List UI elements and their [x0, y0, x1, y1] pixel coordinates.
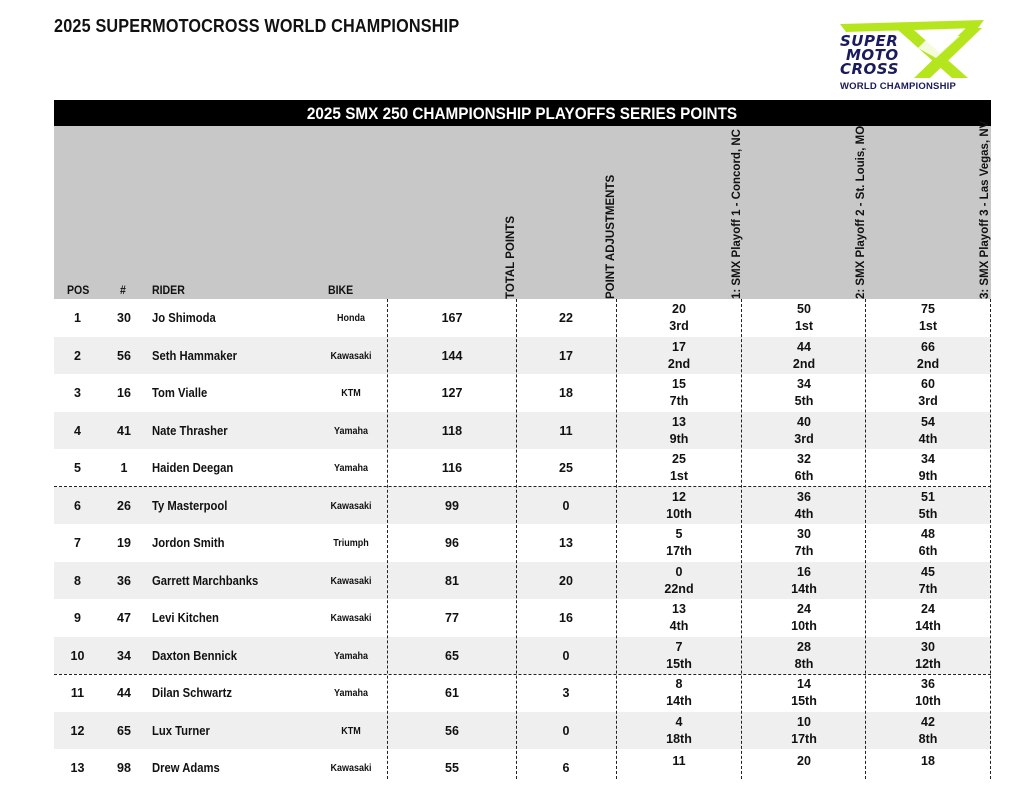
playoff-finish: 1st	[794, 319, 814, 333]
cell-bike: Kawasaki	[330, 500, 372, 512]
cell-playoff-3	[866, 339, 990, 373]
header-playoff-3: 3: SMX Playoff 3 - Las Vegas, NV	[979, 120, 991, 299]
cell-playoff-2	[742, 676, 866, 710]
table-title: 2025 SMX 250 CHAMPIONSHIP PLAYOFFS SERIES POINTS	[54, 100, 991, 126]
playoff-points: 60	[921, 377, 935, 391]
cell-playoff-2	[742, 526, 866, 560]
playoff-points: 66	[921, 339, 935, 354]
playoff-finish: 14th	[791, 581, 817, 596]
playoff-points: 4	[675, 714, 683, 729]
cell-playoff-2	[742, 301, 866, 335]
cell-position: 6	[74, 498, 81, 513]
cell-rider: Daxton Bennick	[152, 648, 238, 663]
playoff-finish: 6th	[918, 544, 938, 558]
playoff-finish: 7th	[669, 394, 689, 408]
cell-position: 7	[74, 536, 81, 550]
playoff-finish: 2nd	[792, 356, 816, 371]
cell-playoff-1	[617, 601, 741, 635]
table-header	[54, 120, 991, 299]
cell-rider: Drew Adams	[152, 761, 220, 775]
cell-position: 10	[70, 648, 85, 663]
cell-playoff-2	[742, 339, 866, 373]
cell-total-points: 116	[441, 461, 463, 475]
header-rider: RIDER	[152, 283, 185, 297]
cell-number: 65	[117, 723, 131, 738]
playoff-points: 25	[672, 452, 686, 466]
cell-rider: Dilan Schwartz	[152, 686, 233, 700]
cell-number: 98	[117, 761, 131, 775]
header-bike: BIKE	[328, 283, 354, 297]
cell-bike: Kawasaki	[330, 575, 372, 587]
playoff-finish: 5th	[794, 394, 814, 408]
table-row	[54, 487, 991, 525]
cell-bike: KTM	[341, 725, 361, 737]
playoff-points: 24	[921, 602, 935, 616]
cell-bike: Kawasaki	[330, 613, 372, 624]
playoff-points: 30	[921, 639, 935, 654]
cell-point-adjustment: 18	[559, 386, 573, 400]
playoff-finish: 10th	[791, 619, 817, 633]
cell-playoff-1	[617, 301, 741, 335]
cell-playoff-3	[866, 489, 990, 523]
playoff-finish: 7th	[918, 581, 938, 596]
cell-playoff-2	[742, 639, 866, 673]
playoff-finish: 9th	[918, 469, 938, 483]
playoff-points: 10	[797, 714, 811, 729]
playoff-points: 32	[797, 452, 811, 466]
cell-playoff-1	[617, 376, 741, 410]
cell-position: 11	[70, 686, 85, 700]
playoff-finish: 7th	[794, 544, 814, 558]
cell-position: 12	[70, 723, 85, 738]
cell-bike: Triumph	[333, 538, 369, 549]
column-divider	[741, 299, 742, 779]
playoff-finish: 6th	[794, 469, 814, 483]
playoff-points: 42	[921, 714, 935, 729]
cell-playoff-2	[742, 601, 866, 635]
playoff-finish: 1st	[669, 469, 689, 483]
cell-total-points: 118	[441, 423, 463, 438]
playoff-points: 34	[797, 377, 811, 391]
playoff-points: 15	[672, 377, 686, 391]
cell-point-adjustment: 11	[559, 423, 573, 438]
table-row	[54, 599, 991, 637]
cell-point-adjustment: 17	[559, 348, 573, 363]
cell-playoff-2	[742, 753, 866, 770]
page-title: 2025 SUPERMOTOCROSS WORLD CHAMPIONSHIP	[54, 16, 460, 36]
group-divider	[54, 674, 991, 675]
playoff-points: 17	[672, 339, 686, 354]
playoff-points: 16	[797, 564, 811, 579]
playoff-points: 75	[921, 302, 935, 316]
cell-playoff-3	[866, 753, 990, 770]
cell-number: 36	[117, 573, 131, 588]
column-divider	[990, 299, 991, 779]
playoff-points: 48	[921, 527, 935, 541]
cell-point-adjustment: 13	[559, 536, 573, 550]
table-row	[54, 374, 991, 412]
cell-number: 26	[117, 498, 131, 513]
table-row	[54, 562, 991, 600]
playoff-finish: 3rd	[918, 394, 938, 408]
playoff-finish: 22nd	[664, 581, 694, 596]
playoff-points: 13	[672, 602, 686, 616]
playoff-points: 20	[672, 302, 686, 316]
cell-position: 5	[74, 461, 81, 475]
cell-playoff-3	[866, 714, 990, 748]
table-row	[54, 449, 991, 487]
playoff-finish: 15th	[666, 656, 692, 671]
playoff-finish: 14th	[666, 694, 692, 708]
playoff-finish: 17th	[666, 544, 692, 558]
cell-bike: Yamaha	[333, 463, 369, 474]
table-row	[54, 637, 991, 675]
cell-point-adjustment: 16	[559, 611, 573, 625]
cell-playoff-1	[617, 676, 741, 710]
cell-point-adjustment: 0	[562, 723, 570, 738]
playoff-finish: 3rd	[794, 431, 814, 446]
cell-total-points: 144	[441, 348, 463, 363]
playoff-points: 40	[797, 414, 811, 429]
logo-word-moto: MOTO	[846, 46, 899, 64]
cell-playoff-1	[617, 451, 741, 485]
logo-word-cross: CROSS	[840, 60, 899, 78]
playoff-finish: 5th	[918, 506, 938, 521]
cell-total-points: 61	[445, 686, 459, 700]
playoff-finish: 1st	[918, 319, 938, 333]
playoff-finish: 14th	[915, 619, 941, 633]
cell-rider: Jordon Smith	[152, 536, 225, 550]
cell-total-points: 81	[445, 573, 459, 588]
column-divider	[387, 299, 388, 779]
cell-point-adjustment: 25	[559, 461, 573, 475]
playoff-points: 45	[921, 564, 935, 579]
cell-number: 34	[117, 648, 131, 663]
cell-playoff-1	[617, 753, 741, 770]
playoff-finish: 10th	[915, 694, 941, 708]
header-number: #	[120, 283, 126, 297]
cell-bike: KTM	[341, 388, 361, 399]
cell-number: 56	[117, 348, 131, 363]
playoff-finish: 3rd	[669, 319, 689, 333]
cell-point-adjustment: 6	[562, 761, 570, 775]
cell-point-adjustment: 0	[562, 498, 570, 513]
cell-playoff-1	[617, 339, 741, 373]
header-pos: POS	[67, 283, 90, 297]
playoff-finish: 2nd	[916, 356, 940, 371]
smx-logo	[836, 18, 986, 98]
column-divider	[865, 299, 866, 779]
cell-number: 30	[117, 311, 131, 325]
cell-playoff-3	[866, 639, 990, 673]
cell-point-adjustment: 3	[562, 686, 570, 700]
playoff-points: 44	[797, 339, 811, 354]
cell-bike: Kawasaki	[330, 763, 372, 774]
cell-total-points: 167	[441, 311, 463, 325]
cell-playoff-3	[866, 564, 990, 598]
playoff-finish: 8th	[918, 731, 938, 746]
cell-playoff-1	[617, 489, 741, 523]
standings-table	[54, 100, 991, 775]
cell-total-points: 56	[445, 723, 459, 738]
playoff-points: 7	[675, 639, 683, 654]
playoff-finish: 12th	[915, 656, 941, 671]
cell-position: 4	[74, 423, 81, 438]
cell-rider: Ty Masterpool	[152, 498, 228, 513]
cell-playoff-1	[617, 526, 741, 560]
cell-bike: Kawasaki	[330, 350, 372, 362]
playoff-finish: 18th	[666, 731, 692, 746]
cell-position: 3	[74, 386, 81, 400]
cell-playoff-2	[742, 564, 866, 598]
cell-playoff-2	[742, 376, 866, 410]
playoff-finish: 8th	[794, 656, 814, 671]
cell-rider: Jo Shimoda	[152, 311, 216, 325]
playoff-finish: 9th	[669, 431, 689, 446]
cell-playoff-3	[866, 601, 990, 635]
table-row	[54, 749, 991, 775]
playoff-points: 28	[797, 639, 811, 654]
cell-rider: Levi Kitchen	[152, 611, 219, 625]
cell-bike: Yamaha	[333, 425, 369, 437]
cell-total-points: 77	[445, 611, 459, 625]
table-row	[54, 674, 991, 712]
playoff-points: 30	[797, 527, 811, 541]
cell-total-points: 96	[445, 536, 459, 550]
playoff-points: 5	[675, 527, 683, 541]
cell-playoff-3	[866, 376, 990, 410]
playoff-points: 8	[675, 677, 683, 691]
playoff-points: 34	[921, 452, 935, 466]
logo-tagline: WORLD CHAMPIONSHIP	[840, 81, 957, 92]
cell-number: 41	[117, 423, 131, 438]
cell-playoff-2	[742, 489, 866, 523]
header-playoff-2: 2: SMX Playoff 2 - St. Louis, MO	[855, 125, 867, 299]
cell-playoff-3	[866, 676, 990, 710]
cell-number: 19	[117, 536, 131, 550]
cell-total-points: 55	[445, 761, 459, 775]
cell-point-adjustment: 0	[562, 648, 570, 663]
playoff-finish: 4th	[669, 619, 689, 633]
table-row	[54, 299, 991, 337]
table-row	[54, 337, 991, 375]
cell-total-points: 65	[445, 648, 459, 663]
playoff-points: 24	[797, 602, 811, 616]
playoff-points: 18	[921, 754, 935, 768]
cell-playoff-1	[617, 564, 741, 598]
cell-bike: Yamaha	[333, 650, 369, 662]
cell-position: 9	[74, 611, 81, 625]
playoff-points: 20	[797, 754, 811, 768]
cell-position: 1	[74, 311, 81, 325]
cell-playoff-2	[742, 414, 866, 448]
column-divider	[516, 299, 517, 779]
header-total-points: TOTAL POINTS	[505, 215, 517, 299]
cell-point-adjustment: 22	[559, 311, 573, 325]
playoff-points: 36	[797, 489, 811, 504]
playoff-points: 0	[675, 564, 683, 579]
cell-bike: Honda	[336, 313, 365, 324]
table-row	[54, 524, 991, 562]
playoff-points: 50	[797, 302, 811, 316]
playoff-finish: 15th	[791, 694, 817, 708]
cell-total-points: 99	[445, 498, 459, 513]
group-divider	[54, 486, 991, 487]
cell-playoff-1	[617, 414, 741, 448]
cell-playoff-2	[742, 451, 866, 485]
playoff-points: 11	[672, 754, 686, 768]
cell-position: 13	[70, 761, 85, 775]
playoff-finish: 4th	[918, 431, 938, 446]
cell-rider: Garrett Marchbanks	[152, 573, 259, 588]
playoff-points: 14	[797, 677, 811, 691]
cell-number: 16	[117, 386, 131, 400]
cell-position: 8	[74, 573, 81, 588]
cell-position: 2	[74, 348, 81, 363]
cell-playoff-3	[866, 526, 990, 560]
cell-playoff-1	[617, 639, 741, 673]
cell-rider: Seth Hammaker	[152, 348, 238, 363]
cell-playoff-2	[742, 714, 866, 748]
cell-playoff-1	[617, 714, 741, 748]
cell-number: 1	[120, 461, 128, 475]
cell-point-adjustment: 20	[559, 573, 573, 588]
playoff-points: 12	[672, 489, 686, 504]
playoff-finish: 2nd	[667, 356, 691, 371]
playoff-points: 54	[921, 414, 935, 429]
playoff-finish: 10th	[666, 506, 692, 521]
column-divider	[616, 299, 617, 779]
cell-rider: Tom Vialle	[152, 386, 208, 400]
cell-rider: Haiden Deegan	[152, 461, 234, 475]
playoff-points: 36	[921, 677, 935, 691]
header-point-adjustments: POINT ADJUSTMENTS	[605, 174, 617, 299]
logo-word-super: SUPER	[840, 32, 899, 50]
table-row	[54, 412, 991, 450]
cell-rider: Nate Thrasher	[152, 423, 228, 438]
cell-playoff-3	[866, 301, 990, 335]
cell-number: 44	[117, 686, 131, 700]
cell-total-points: 127	[441, 386, 463, 400]
table-body	[54, 299, 991, 775]
cell-playoff-3	[866, 414, 990, 448]
cell-number: 47	[117, 611, 131, 625]
playoff-points: 13	[672, 414, 686, 429]
cell-playoff-3	[866, 451, 990, 485]
cell-bike: Yamaha	[333, 688, 369, 699]
table-row	[54, 712, 991, 750]
playoff-finish: 4th	[794, 506, 814, 521]
playoff-points: 51	[921, 489, 935, 504]
playoff-finish: 17th	[791, 731, 817, 746]
cell-rider: Lux Turner	[152, 723, 210, 738]
header-playoff-1: 1: SMX Playoff 1 - Concord, NC	[731, 129, 743, 299]
